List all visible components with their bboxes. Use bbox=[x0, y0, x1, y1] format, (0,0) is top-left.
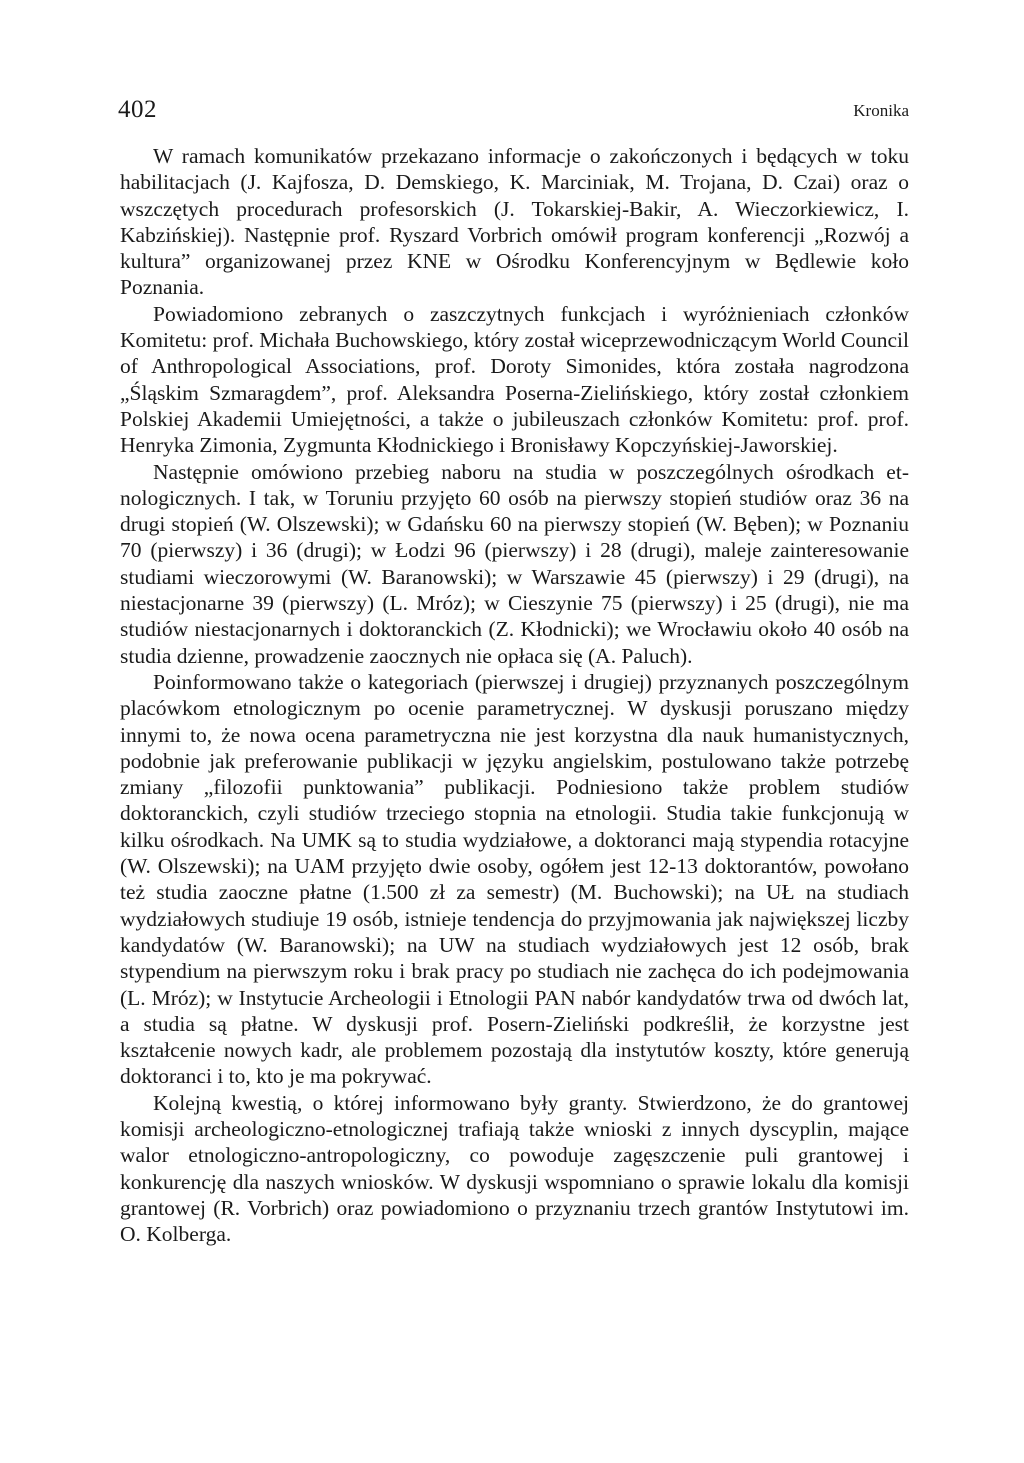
paragraph-habilitations: W ramach komunikatów przekazano informacje o zakończonych i będących w toku habilitacjach (J. Kajfosza, D. Demskiego, K. Marciniak, M. Trojana, D. Czai) oraz o wszczętych procedurach profesorskich (J. Tokarskiej-Bakir, A. Wieczorkiewicz, I. Kabzińskiej). Następnie prof. Ryszard Vorbrich omówił program konferencji „Rozwój a kultura” organizowanej przez KNE w Ośrodku Konferencyjnym w Będlewie koło Poznania. bbox=[120, 144, 909, 300]
body-text bbox=[120, 143, 909, 1247]
page-number: 402 bbox=[118, 96, 157, 123]
page-header bbox=[118, 92, 909, 128]
paragraph-honours: Powiadomiono zebranych o zaszczytnych funkcjach i wyróżnieniach członków Komitetu: prof. Michała Buchowskiego, który został wiceprzewodniczącym World Council of Anthropological Associations, prof. Doroty Simonides, która została nagrodzona „Śląskim Szmaragdem”, prof. Aleksandra Poserna-Zielińskiego, który został członkiem Polskiej Akademii Umiejętności, a także o jubileuszach członków Komitetu: prof. prof. Henryka Zimonia, Zygmunta Kłodnickiego i Bronisławy Kopczyńskiej-Jaworskiej. bbox=[120, 301, 909, 458]
paragraph-grants: Kolejną kwestią, o której informowano były granty. Stwierdzono, że do grantowej komisji archeologiczno-etnologicznej trafiają także wnioski z innych dyscyplin, mające walor etnologiczno-antropologiczny, co powoduje zagęszczenie puli grantowej i konkurencję dla naszych wniosków. W dyskusji wspomniano o sprawie lokalu dla komisji grantowej (R. Vorbrich) oraz powiadomiono o przyznaniu trzech grantów Instytutowi im. O. Kolberga. bbox=[120, 1090, 909, 1247]
paragraph-admissions: Następnie omówiono przebieg naboru na studia w poszczególnych ośrodkach etnologicznych. I tak, w Toruniu przyjęto 60 osób na pierwszy stopień studiów oraz 36 na drugi stopień (W. Olszewski); w Gdańsku 60 na pierwszy stopień (W. Bęben); w Poznaniu 70 (pierwszy) i 36 (drugi); w Łodzi 96 (pierwszy) i 28 (drugi), maleje zainteresowanie studiami wieczorowymi (W. Baranowski); w Warszawie 45 (pierwszy) i 29 (drugi), na niestacjonarne 39 (pierwszy) (L. Mróz); w Cieszynie 75 (pierwszy) i 25 (drugi), nie ma studiów niestacjonarnych i doktoranckich (Z. Kłodnicki); we Wrocławiu około 40 osób na studia dzienne, prowadzenie zaocznych nie opłaca się (A. Paluch). bbox=[120, 459, 909, 668]
paragraph-doctoral-studies: Poinformowano także o kategoriach (pierwszej i drugiej) przyznanych poszczególnym placówkom etnologicznym po ocenie parametrycznej. W dyskusji poruszano między innymi to, że nowa ocena parametryczna nie jest korzystna dla nauk humanistycznych, podobnie jak preferowanie publikacji w języku angielskim, postulowano także potrzebę zmiany „filozofii punktowania” publikacji. Podniesiono także problem studiów doktoranckich, czyli studiów trzeciego stopnia na etnologii. Studia takie funkcjonują w kilku ośrodkach. Na UMK są to studia wydziałowe, a doktoranci mają stypendia rotacyjne (W. Olszewski); na UAM przyjęto dwie osoby, ogółem jest 12-13 doktorantów, powołano też studia zaoczne płatne (1.500 zł za semestr) (M. Buchowski); na UŁ na studiach wydziałowych studiuje 19 osób, istnieje tendencja do przyjmowania jak największej liczby kandydatów (W. Baranowski); na UW na studiach wydziałowych jest 12 osób, brak stypendium na pierwszym roku i brak pracy po studiach nie zachęca do ich podejmowania (L. Mróz); w Instytucie Archeologii i Etnologii PAN nabór kandydatów trwa od dwóch lat, a studia są płatne. W dyskusji prof. Posern-Zieliński podkreślił, że korzystne jest kształcenie nowych kadr, ale problemem pozostają dla instytutów koszty, które generują doktoranci i to, kto je ma pokrywać. bbox=[120, 669, 909, 1089]
running-head: Kronika bbox=[853, 101, 909, 120]
